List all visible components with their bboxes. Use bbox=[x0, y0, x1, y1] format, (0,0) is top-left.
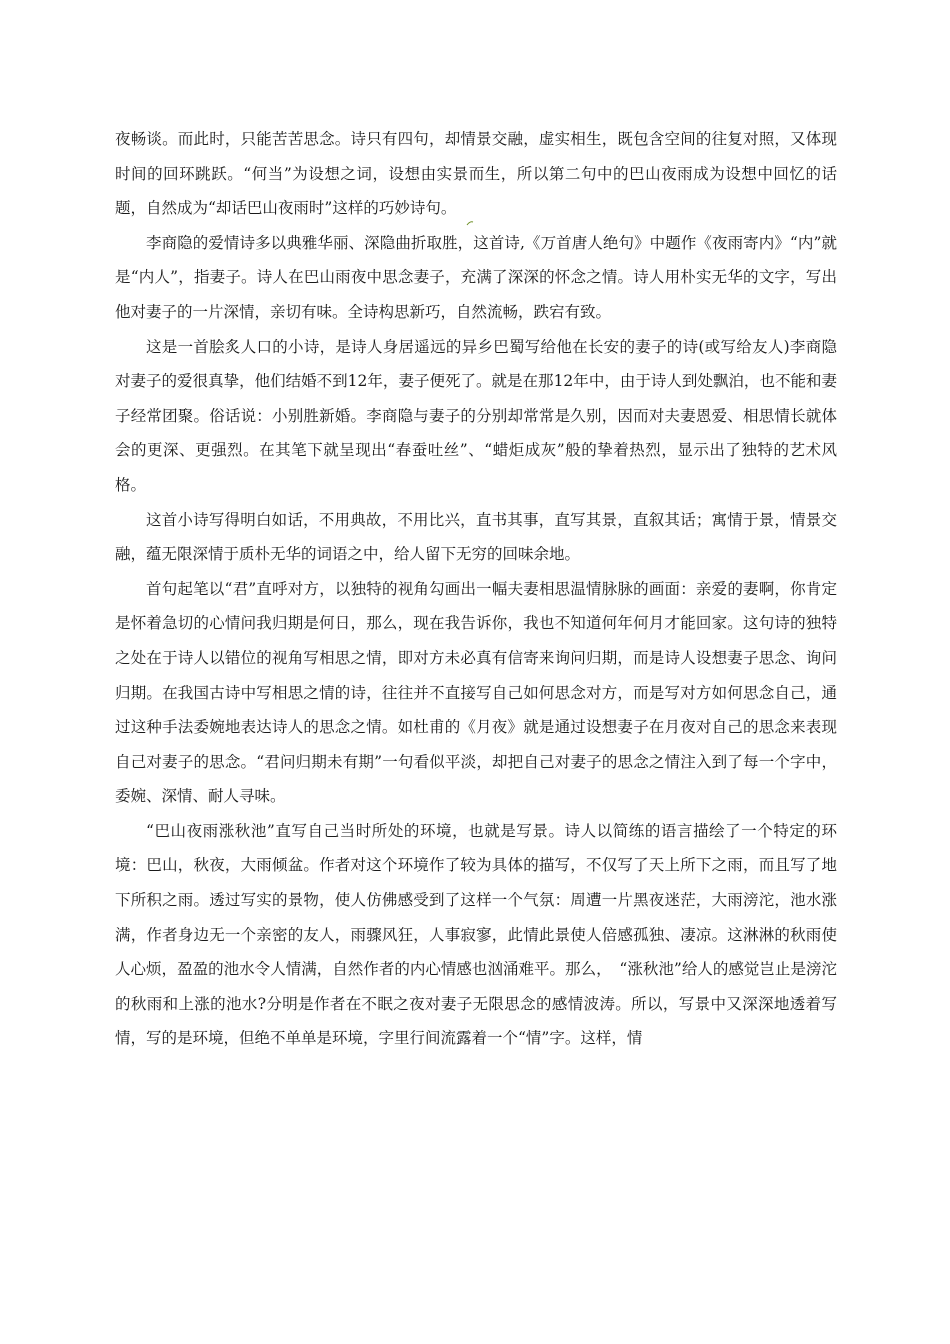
document-body bbox=[115, 122, 837, 1056]
paragraph-second-line: “巴山夜雨涨秋池”直写自己当时所处的环境，也就是写景。诗人以简练的语言描绘了一个特定的环境：巴山，秋夜，大雨倾盆。作者对这个环境作了较为具体的描写，不仅写了天上所下之雨，而且写了地下所积之雨。透过写实的景物，使人仿佛感受到了这样一个气氛：周遭一片黑夜迷茫，大雨滂沱，池水涨满，作者身边无一个亲密的友人，雨骤风狂，人事寂寥，此情此景使人倍感孤独、凄凉。这淋淋的秋雨使人心烦，盈盈的池水令人情满，自然作者的内心情感也汹涌难平。那么， “涨秋池”给人的感觉岂止是滂沱的秋雨和上涨的池水?分明是作者在不眠之夜对妻子无限思念的感情波涛。所以，写景中又深深地透着写情，写的是环境，但绝不单单是环境，字里行间流露着一个“情”字。这样，情 bbox=[115, 821, 837, 1048]
paragraph-continuation: 夜畅谈。而此时，只能苦苦思念。诗只有四句，却情景交融，虚实相生，既包含空间的往复对照，又体现时间的回环跳跃。“何当”为设想之词，设想由实景而生，所以第二句中的巴山夜雨成为设想中回忆的话题，自然成为“却话巴山夜雨时”这样的巧妙诗句。 bbox=[115, 130, 837, 218]
paragraph-love-poetry: 李商隐的爱情诗多以典雅华丽、深隐曲折取胜，这首诗,《万首唐人绝句》中题作《夜雨寄内》“内”就是“内人”，指妻子。诗人在巴山雨夜中思念妻子，充满了深深的怀念之情。诗人用朴实无华的文字，写出他对妻子的一片深情，亲切有味。全诗构思新巧，自然流畅，跌宕有致。 bbox=[115, 233, 837, 321]
pen-stroke-mark bbox=[466, 220, 474, 226]
paragraph-first-line: 首句起笔以“君”直呼对方，以独特的视角勾画出一幅夫妻相思温情脉脉的画面：亲爱的妻啊，你肯定是怀着急切的心情问我归期是何日，那么，现在我告诉你，我也不知道何年何月才能回家。这句诗的独特之处在于诗人以错位的视角写相思之情，即对方未必真有信寄来询问归期，而是诗人设想妻子思念、询问归期。在我国古诗中写相思之情的诗，往往并不直接写自己如何思念对方，而是写对方如何思念自己，通过这种手法委婉地表达诗人的思念之情。如杜甫的《月夜》就是通过设想妻子在月夜对自己的思念来表现自己对妻子的思念。“君问归期未有期”一句看似平淡，却把自己对妻子的思念之情注入到了每一个字中，委婉、深情、耐人寻味。 bbox=[115, 579, 837, 806]
paragraph-poet-marriage: 这是一首脍炙人口的小诗，是诗人身居遥远的异乡巴蜀写给他在长安的妻子的诗(或写给友人)李商隐对妻子的爱很真挚，他们结婚不到12年，妻子便死了。就是在那12年中，由于诗人到处飘泊，也不能和妻子经常团聚。俗话说：小别胜新婚。李商隐与妻子的分别却常常是久别，因而对夫妻恩爱、相思情长就体会的更深、更强烈。在其笔下就呈现出“春蚕吐丝”、“蜡炬成灰”般的挚着热烈，显示出了独特的艺术风格。 bbox=[115, 337, 837, 494]
paragraph-plain-style: 这首小诗写得明白如话，不用典故，不用比兴，直书其事，直写其景，直叙其话；寓情于景，情景交融，蕴无限深情于质朴无华的词语之中，给人留下无穷的回味余地。 bbox=[115, 510, 837, 564]
